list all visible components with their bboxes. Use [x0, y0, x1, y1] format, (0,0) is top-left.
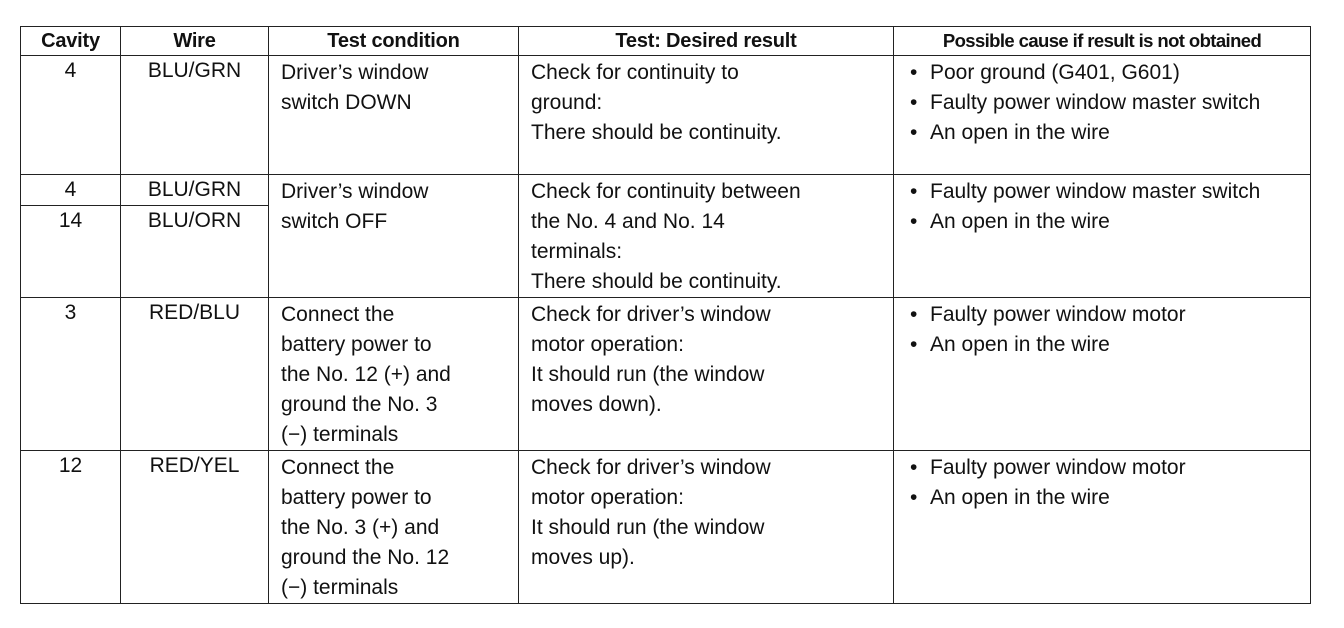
- condition-cell: [269, 175, 519, 298]
- test-condition-text: Driver’s window switch DOWN: [281, 61, 429, 114]
- cavity-number: 12: [58, 454, 83, 477]
- condition-cell: [269, 451, 519, 604]
- cause-cell: [894, 298, 1311, 451]
- table-row: [21, 175, 1311, 298]
- cause-item: • Faulty power window master switch: [908, 88, 1306, 118]
- cavity-cell: [21, 451, 121, 604]
- table-row: [21, 451, 1311, 604]
- cause-item: • Poor ground (G401, G601): [908, 58, 1306, 88]
- header-test-condition: Test condition: [269, 27, 519, 56]
- result-cell: [519, 451, 894, 604]
- header-wire: Wire: [121, 27, 269, 56]
- cause-item: • Faulty power window motor: [908, 453, 1306, 483]
- desired-result-text: Check for driver’s window motor operation: It should run (the window moves up).: [531, 456, 771, 569]
- wire-color: BLU/GRN: [147, 59, 242, 82]
- cause-list: [894, 175, 1310, 237]
- cause-item: • Faulty power window motor: [908, 300, 1306, 330]
- cause-list: [894, 298, 1310, 360]
- wire-cell: [121, 298, 269, 451]
- wire-cell: [121, 175, 269, 298]
- cavity-cell: [21, 56, 121, 175]
- condition-cell: [269, 298, 519, 451]
- cause-list: [894, 56, 1310, 148]
- test-condition-text: Connect the battery power to the No. 3 (+) and ground the No. 12 (−) terminals: [281, 456, 450, 599]
- table-row: [21, 56, 1311, 175]
- test-condition-text: Driver’s window switch OFF: [281, 180, 429, 233]
- cause-item: • An open in the wire: [908, 483, 1306, 513]
- wire-cell: [121, 56, 269, 175]
- wire-color: RED/YEL: [149, 454, 240, 477]
- cause-item: • An open in the wire: [908, 118, 1306, 148]
- header-possible-cause: Possible cause if result is not obtained: [894, 27, 1311, 56]
- cause-cell: [894, 175, 1311, 298]
- table-row: [21, 298, 1311, 451]
- cause-item: • Faulty power window master switch: [908, 177, 1306, 207]
- desired-result-text: Check for driver’s window motor operation: It should run (the window moves down).: [531, 303, 771, 416]
- cavity-number: 4: [21, 175, 120, 206]
- wire-color: RED/BLU: [148, 301, 241, 324]
- result-cell: [519, 56, 894, 175]
- cavity-number: 4: [64, 59, 77, 82]
- cause-cell: [894, 56, 1311, 175]
- cause-item: • An open in the wire: [908, 330, 1306, 360]
- test-table: [20, 26, 1311, 604]
- cause-list: [894, 451, 1310, 513]
- desired-result-text: Check for continuity to ground: There should be continuity.: [531, 61, 782, 144]
- test-condition-text: Connect the battery power to the No. 12 (+) and ground the No. 3 (−) terminals: [281, 303, 451, 446]
- header-cavity: Cavity: [21, 27, 121, 56]
- cavity-number: 14: [58, 209, 83, 232]
- result-cell: [519, 298, 894, 451]
- header-row: [21, 27, 1311, 56]
- cause-cell: [894, 451, 1311, 604]
- cavity-cell: [21, 298, 121, 451]
- cavity-cell: [21, 175, 121, 298]
- result-cell: [519, 175, 894, 298]
- wire-color: BLU/ORN: [147, 209, 242, 232]
- wire-cell: [121, 451, 269, 604]
- cavity-number: 3: [64, 301, 77, 324]
- wire-color: BLU/GRN: [121, 175, 268, 206]
- header-desired-result: Test: Desired result: [519, 27, 894, 56]
- condition-cell: [269, 56, 519, 175]
- cause-item: • An open in the wire: [908, 207, 1306, 237]
- desired-result-text: Check for continuity between the No. 4 and No. 14 terminals: There should be continuity.: [531, 180, 801, 293]
